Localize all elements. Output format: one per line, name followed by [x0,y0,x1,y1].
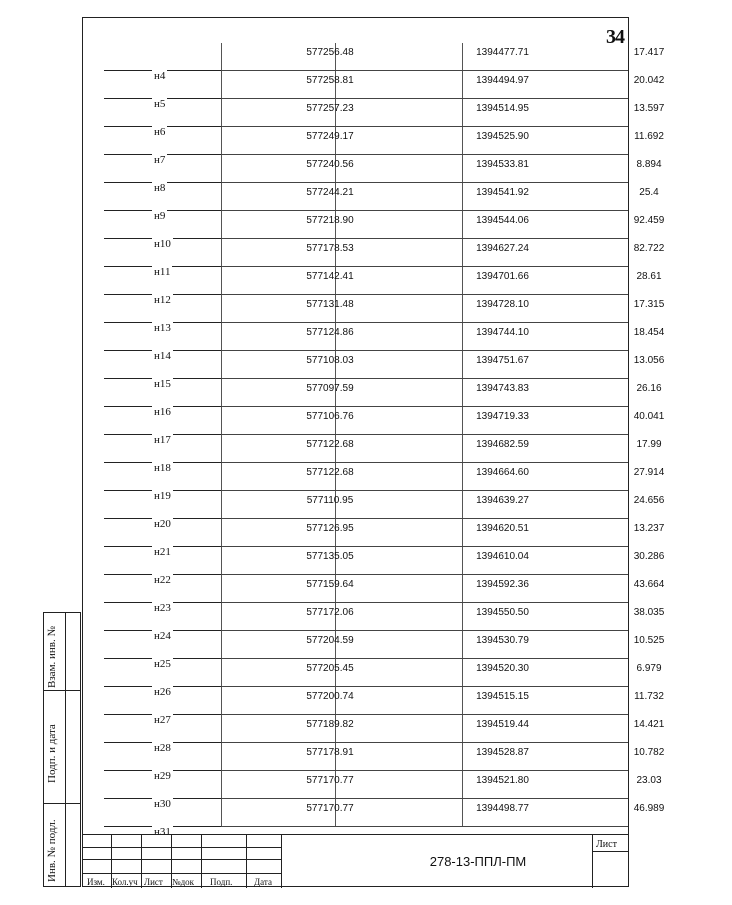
y-coordinate: 1394610.04 [476,551,529,562]
left-stamp-strip [43,612,81,887]
x-coordinate: 577178.53 [306,243,354,254]
y-coordinate: 1394528.87 [476,747,529,758]
x-coordinate: 577172.06 [306,607,354,618]
point-label: н24 [154,630,171,642]
y-coordinate: 1394743.83 [476,383,529,394]
x-coordinate: 577126.95 [306,523,354,534]
y-coordinate: 1394592.36 [476,579,529,590]
point-cell [104,519,221,558]
y-coordinate: 1394521.80 [476,775,529,786]
distance-value: 23.03 [636,775,662,786]
point-cell [104,379,221,418]
point-label: н11 [154,266,171,278]
y-coordinate: 1394530.79 [476,635,529,646]
point-cell [104,155,221,194]
x-coordinate: 577131.48 [306,299,354,310]
distance-value: 26.16 [636,383,662,394]
y-coordinate: 1394515.15 [476,691,529,702]
x-coordinate: 577097.59 [306,383,354,394]
label-doc-no: №док [172,877,195,887]
x-coordinate: 577244.21 [306,187,354,198]
distance-value: 13.237 [633,523,665,534]
y-coordinate: 1394519.44 [476,719,529,730]
point-cell [104,295,221,334]
distance-value: 13.597 [633,103,665,114]
point-cell [104,43,221,82]
distance-value: 30.286 [633,551,665,562]
x-coordinate: 577135.05 [306,551,354,562]
distance-value: 28.61 [636,271,662,282]
x-coordinate: 577106.76 [306,411,354,422]
point-label: н14 [154,350,171,362]
point-cell [104,491,221,530]
document-code: 278-13-ППЛ-ПМ [281,835,674,888]
label-date: Дата [254,877,272,887]
point-label: н30 [154,798,171,810]
x-coordinate: 577170.77 [306,803,354,814]
sheet-box [592,835,629,888]
x-coordinate: 577249.17 [306,131,354,142]
y-coordinate: 1394477.71 [476,47,529,58]
y-coordinate: 1394682.59 [476,439,529,450]
point-label: н9 [154,210,166,222]
stamp-field-replacement-inv: Взам. инв. № [44,613,80,691]
y-coordinate: 1394494.97 [476,75,529,86]
x-coordinate: 577124.86 [306,327,354,338]
distance-value: 92.459 [633,215,665,226]
point-cell [104,631,221,670]
point-label: н22 [154,574,171,586]
point-cell [104,715,221,754]
x-coordinate: 577189.82 [306,719,354,730]
y-coordinate: 1394498.77 [476,803,529,814]
x-coordinate: 577108.03 [306,355,354,366]
point-label: н20 [154,518,171,530]
distance-value: 24.656 [633,495,665,506]
point-cell [104,323,221,362]
point-label: н17 [154,434,171,446]
distance-value: 27.914 [633,467,665,478]
label-sheet: Лист [144,877,163,887]
distance-value: 38.035 [633,607,665,618]
point-cell [104,351,221,390]
distance-value: 11.692 [634,131,664,142]
distance-value: 82.722 [633,243,665,254]
distance-value: 11.732 [634,691,664,702]
label-change: Изм. [87,877,105,887]
stamp-field-signature-date: Подп. и дата [44,691,80,804]
label-signature: Подп. [210,877,233,887]
x-coordinate: 577218.90 [306,215,354,226]
point-label: н27 [154,714,171,726]
distance-value: 6.979 [636,663,662,674]
distance-value: 18.454 [633,327,665,338]
point-cell [104,127,221,166]
point-cell [104,687,221,726]
title-block [82,834,629,887]
distance-value: 40.041 [633,411,665,422]
x-coordinate: 577257.23 [306,103,354,114]
distance-value: 20.042 [633,75,665,86]
point-label: н7 [154,154,166,166]
x-coordinate: 577204.59 [306,635,354,646]
point-cell [104,547,221,586]
point-label: н26 [154,686,171,698]
point-label: н21 [154,546,171,558]
x-coordinate: 577205.45 [306,663,354,674]
x-coordinate: 577122.68 [306,467,354,478]
point-label: н23 [154,602,171,614]
point-label: н13 [154,322,171,334]
y-coordinate: 1394520.30 [476,663,529,674]
x-coordinate: 577178.91 [306,747,354,758]
distance-value: 8.894 [636,159,662,170]
x-coordinate: 577240.56 [306,159,354,170]
point-cell [104,575,221,614]
distance-value: 17.99 [636,439,662,450]
x-coordinate: 577200.74 [306,691,354,702]
y-coordinate: 1394627.24 [476,243,529,254]
point-cell [104,659,221,698]
y-coordinate: 1394701.66 [476,271,529,282]
point-label: н15 [154,378,171,390]
y-coordinate: 1394541.92 [476,187,529,198]
distance-value: 25.4 [639,187,659,198]
title-block-grid [82,835,281,888]
point-label: н19 [154,490,171,502]
point-label: н5 [154,98,166,110]
point-label: н6 [154,126,166,138]
distance-value: 17.315 [633,299,665,310]
y-coordinate: 1394525.90 [476,131,529,142]
point-cell [104,407,221,446]
distance-value: 10.782 [633,747,665,758]
y-coordinate: 1394744.10 [476,327,529,338]
y-coordinate: 1394719.33 [476,411,529,422]
x-coordinate: 577142.41 [306,271,354,282]
y-coordinate: 1394514.95 [476,103,529,114]
x-coordinate: 577258.81 [306,75,354,86]
point-label: н8 [154,182,166,194]
point-cell [104,239,221,278]
point-label: н29 [154,770,171,782]
point-cell [104,771,221,810]
y-coordinate: 1394639.27 [476,495,529,506]
x-coordinate: 577256.48 [306,47,354,58]
point-cell [104,603,221,642]
y-coordinate: 1394751.67 [476,355,529,366]
x-coordinate: 577122.68 [306,439,354,450]
y-coordinate: 1394728.10 [476,299,529,310]
point-cell [104,799,221,838]
point-label: н31 [154,826,171,838]
table-row [104,799,665,838]
point-label: н28 [154,742,171,754]
distance-value: 14.421 [633,719,665,730]
point-cell [104,71,221,110]
point-cell [104,99,221,138]
point-cell [104,435,221,474]
point-cell [104,267,221,306]
distance-value: 46.989 [633,803,665,814]
y-coordinate: 1394664.60 [476,467,529,478]
x-coordinate: 577159.64 [306,579,354,590]
distance-value: 10.525 [633,635,665,646]
point-label: н4 [154,70,166,82]
point-label: н12 [154,294,171,306]
y-coordinate: 1394550.50 [476,607,529,618]
distance-value: 13.056 [633,355,665,366]
y-coordinate: 1394620.51 [476,523,529,534]
point-cell [104,463,221,502]
point-label: н25 [154,658,171,670]
point-cell [104,211,221,250]
x-coordinate: 577110.95 [306,495,354,506]
point-label: н16 [154,406,171,418]
distance-value: 43.664 [633,579,665,590]
point-cell [104,743,221,782]
point-label: н18 [154,462,171,474]
stamp-field-original-inv: Инв. № подл. [46,819,58,882]
label-qty: Кол.уч [112,877,138,887]
x-coordinate: 577170.77 [306,775,354,786]
sheet-box-label: Лист [596,839,617,850]
sheet-number: 34 [606,26,624,48]
y-coordinate: 1394533.81 [476,159,529,170]
y-coordinate: 1394544.06 [476,215,529,226]
point-cell [104,183,221,222]
point-label: н10 [154,238,171,250]
distance-value: 17.417 [633,47,665,58]
